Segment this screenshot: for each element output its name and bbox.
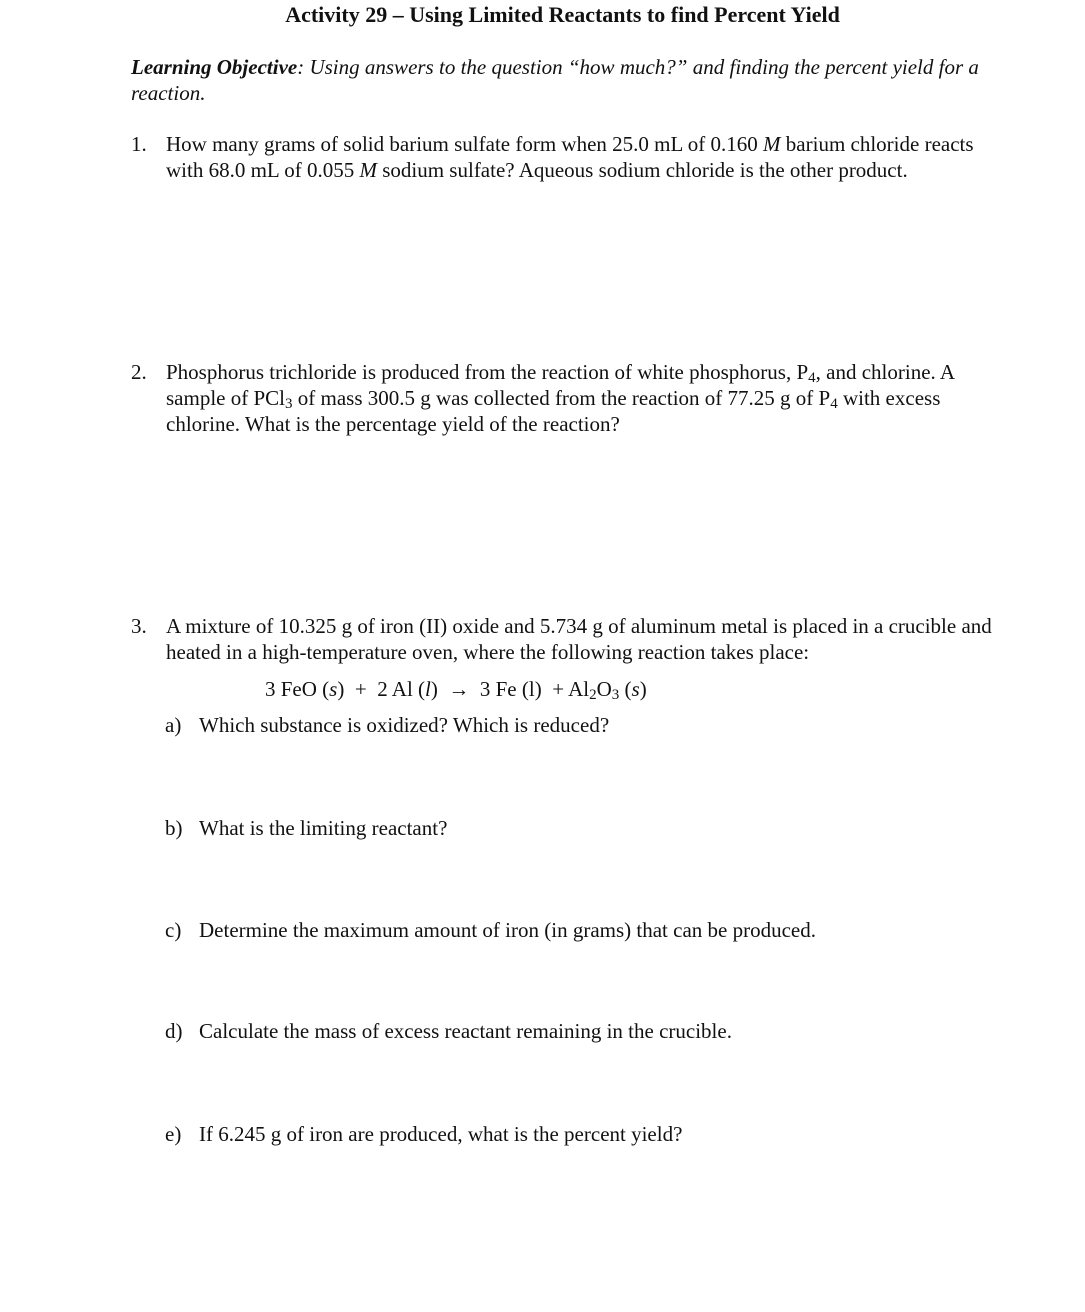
question-text: A mixture of 10.325 g of iron (II) oxide and 5.734 g of aluminum metal is placed in a crucible and heated in a high-temperature oven, where the following reaction takes place: bbox=[166, 614, 992, 664]
part-text: Which substance is oxidized? Which is reduced? bbox=[199, 713, 610, 737]
page-title: Activity 29 – Using Limited Reactants to find Percent Yield bbox=[285, 2, 840, 27]
learning-objective bbox=[131, 54, 1001, 106]
objective-label: Learning Objective bbox=[131, 55, 298, 79]
part-d bbox=[165, 1018, 732, 1044]
question-3 bbox=[131, 613, 1001, 665]
reaction-equation: 3 FeO (s) + 2 Al (l) → 3 Fe $(l) + Al_2O_3$ (s) bbox=[265, 677, 647, 703]
question-text: How many grams of solid barium sulfate form when 25.0 mL of 0.160 M barium chloride reacts with 68.0 mL of 0.055 M sodium sulfate? Aqueous sodium chloride is the other product. bbox=[166, 132, 974, 182]
question-text: Phosphorus trichloride is produced from the reaction of white phosphorus, $P_4$, and chlorine. A sample of PCl$_3$ of mass 300.5 g was collected from the reaction of 77.25 g of $P_4$ with excess chlorine. What is the percentage yield of the reaction? bbox=[166, 360, 954, 436]
part-text: If 6.245 g of iron are produced, what is the percent yield? bbox=[199, 1122, 683, 1146]
part-text: Determine the maximum amount of iron (in grams) that can be produced. bbox=[199, 918, 816, 942]
objective-text: : Using answers to the question “how much?” and finding the percent yield for a reaction. bbox=[131, 55, 979, 105]
part-c bbox=[165, 917, 816, 943]
part-e bbox=[165, 1121, 682, 1147]
question-2 bbox=[131, 359, 1001, 437]
question-number: 2. bbox=[131, 360, 147, 384]
question-1 bbox=[131, 131, 1001, 183]
part-letter: e) bbox=[165, 1122, 182, 1146]
part-letter: d) bbox=[165, 1019, 183, 1043]
question-number: 1. bbox=[131, 132, 147, 156]
part-letter: c) bbox=[165, 918, 182, 942]
part-letter: a) bbox=[165, 713, 182, 737]
question-number: 3. bbox=[131, 614, 147, 638]
part-text: What is the limiting reactant? bbox=[199, 816, 448, 840]
part-b bbox=[165, 815, 447, 841]
part-letter: b) bbox=[165, 816, 183, 840]
part-a bbox=[165, 712, 609, 738]
part-text: Calculate the mass of excess reactant remaining in the crucible. bbox=[199, 1019, 732, 1043]
